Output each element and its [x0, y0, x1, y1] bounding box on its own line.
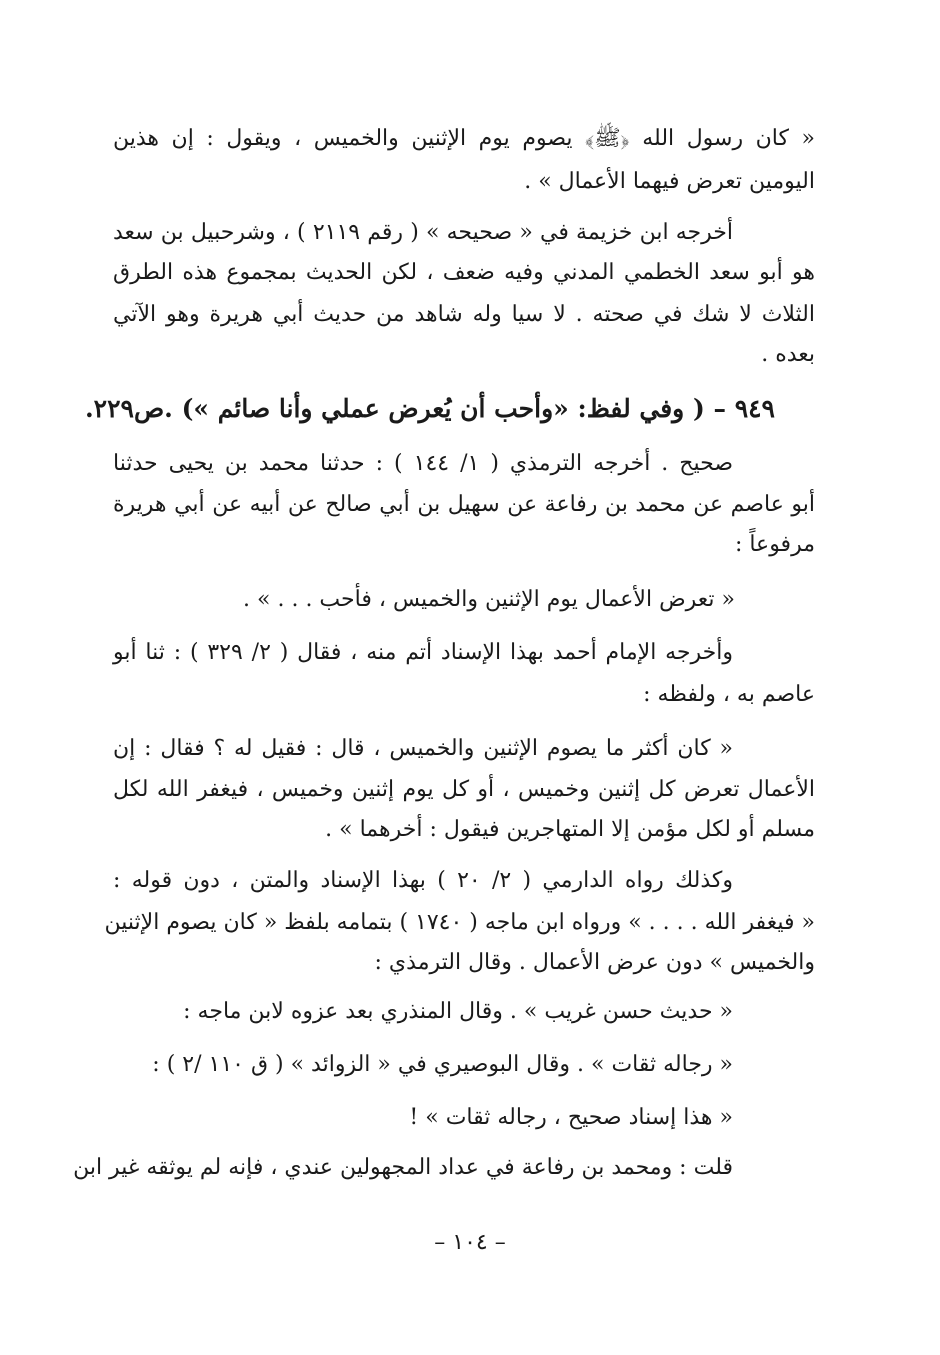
text-line: وأخرجه الإمام أحمد بهذا الإسناد أتم منه ، فقال ( ٢/ ٣٢٩ ) : ثنا أبو: [113, 640, 733, 665]
text-line: عاصم به ، ولفظه :: [643, 682, 815, 707]
text-line: والخميس » دون عرض الأعمال . وقال الترمذي :: [374, 950, 815, 975]
text-line: اليومين تعرض فيهما الأعمال » .: [524, 169, 815, 194]
text-line: مسلم أو لكل مؤمن إلا المتهاجرين فيقول : أخرهما » .: [325, 817, 815, 842]
text-line: « هذا إسناد صحيح ، رجاله ثقات » !: [409, 1105, 733, 1130]
text-line: « تعرض الأعمال يوم الإثنين والخميس ، فأحب . . . » .: [243, 587, 735, 612]
text-line: الثلاث لا شك في صحته . لا سيا وله شاهد من حديث أبي هريرة وهو الآتي: [113, 302, 815, 327]
text-line: أخرجه ابن خزيمة في « صحيحه » ( رقم ٢١١٩ ) ، وشرحبيل بن سعد: [113, 220, 733, 245]
text-line: الأعمال تعرض كل إثنين وخميس ، أو كل يوم إثنين وخميس ، فيغفر الله لكل: [113, 777, 815, 802]
text-line: « فيغفر الله . . . . » ورواه ابن ماجه ( ١٧٤٠ ) بتمامه بلفظ « كان يصوم الإثنين: [104, 910, 815, 935]
text-line: قلت : ومحمد بن رفاعة في عداد المجهولين عندي ، فإنه لم يوثقه غير ابن: [73, 1155, 733, 1180]
text-line: أبو عاصم عن محمد بن رفاعة عن سهيل بن أبي صالح عن أبيه عن أبي هريرة: [113, 492, 815, 517]
text-line: « رجاله ثقات » . وقال البوصيري في « الزوائد » ( ق ١١٠ /٢ ) :: [152, 1052, 733, 1077]
text-line: « حديث حسن غريب » . وقال المنذري بعد عزوه لابن ماجه :: [183, 999, 733, 1024]
text-line: وكذلك رواه الدارمي ( ٢/ ٢٠ ) بهذا الإسناد والمتن ، دون قوله :: [113, 868, 733, 893]
text-line: مرفوعاً :: [734, 532, 815, 557]
text-line: صحيح . أخرجه الترمذي ( ١/ ١٤٤ ) : حدثنا محمد بن يحيى حدثنا: [113, 451, 734, 476]
text-line: « كان رسول الله ﴿ﷺ﴾ يصوم يوم الإثنين والخميس ، ويقول : إن هذين: [113, 126, 815, 151]
text-line: بعده .: [761, 342, 815, 367]
section-heading: ٩٤٩ – ( وفي لفظ: «وأحب أن يُعرض عملي وأنا صائم ») .ص٢٢٩.: [84, 394, 775, 423]
page-number: – ١٠٤ –: [434, 1230, 506, 1255]
text-line: هو أبو سعد الخطمي المدني وفيه ضعف ، لكن الحديث بمجموع هذه الطرق: [113, 260, 815, 285]
text-line: « كان أكثر ما يصوم الإثنين والخميس ، قال : فقيل له ؟ فقال : إن: [113, 736, 733, 761]
